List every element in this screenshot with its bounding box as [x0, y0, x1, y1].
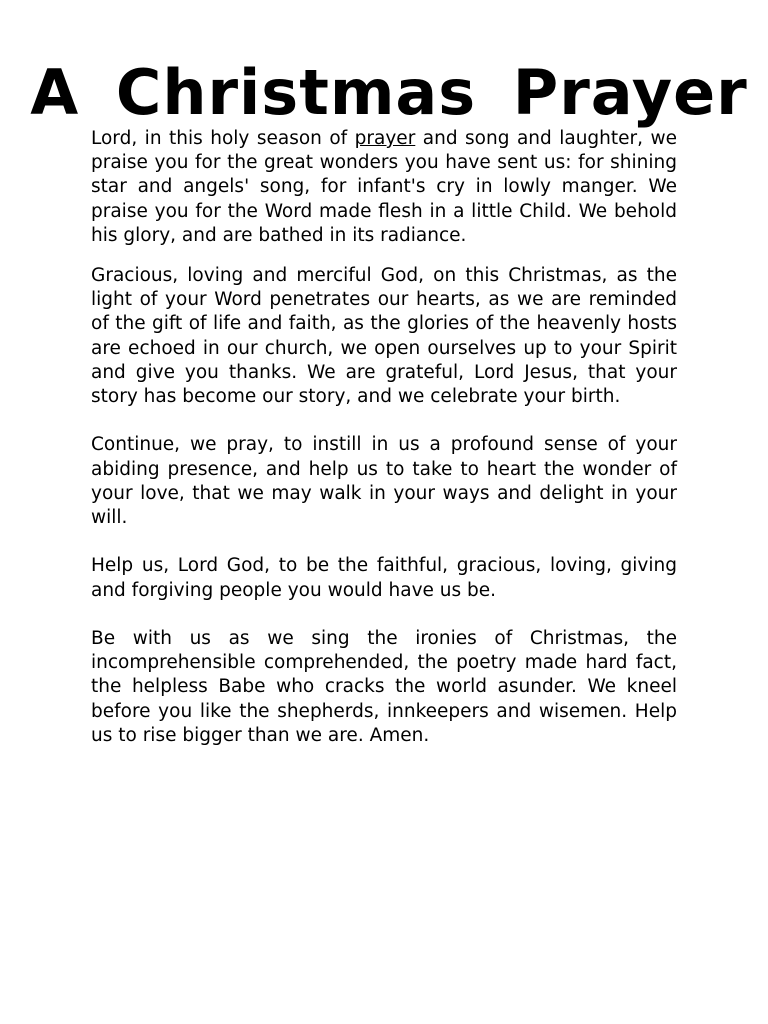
paragraph-3: Continue, we pray, to instill in us a profound sense of your abiding presence, and help us to take to heart the wonder of your love, that we may walk in your ways and delight in your will.: [91, 434, 677, 529]
paragraph-4: Help us, Lord God, to be the faithful, gracious, loving, giving and forgiving people you would have us be.: [91, 555, 677, 601]
paragraph-5: Be with us as we sing the ironies of Christmas, the incomprehensible comprehended, the poetry made hard fact, the helpless Babe who cracks the world asunder. We kneel before you like the shepherds, innkeepers and wisemen. Help us to rise bigger than we are. Amen.: [91, 628, 677, 746]
paragraph-2: Gracious, loving and merciful God, on this Christmas, as the light of your Word penetrates our hearts, as we are reminded of the gift of life and faith, as the glories of the heavenly hosts are echoed in our church, we open ourselves up to your Spirit and give you thanks. We are grateful, Lord Jesus, that your story has become our story, and we celebrate your birth.: [91, 265, 677, 408]
document-title: A Christmas Prayer: [30, 56, 748, 129]
prayer-link[interactable]: prayer: [354, 128, 416, 149]
paragraph-1: [91, 127, 677, 248]
paragraph-gap: [91, 530, 677, 554]
paragraph-gap: [91, 409, 677, 433]
document-body: [91, 127, 677, 748]
paragraph-1-text-start: Lord, in this holy season of: [91, 128, 355, 149]
paragraph-1-text-end: and song and laughter, we praise you for the great wonders you have sent us: for shining star and angels' song, for infant's cry in lowly manger. We praise you for the Word made flesh in a little Child. We behold his glory, and are bathed in its radiance.: [91, 128, 677, 246]
paragraph-gap: [91, 603, 677, 627]
